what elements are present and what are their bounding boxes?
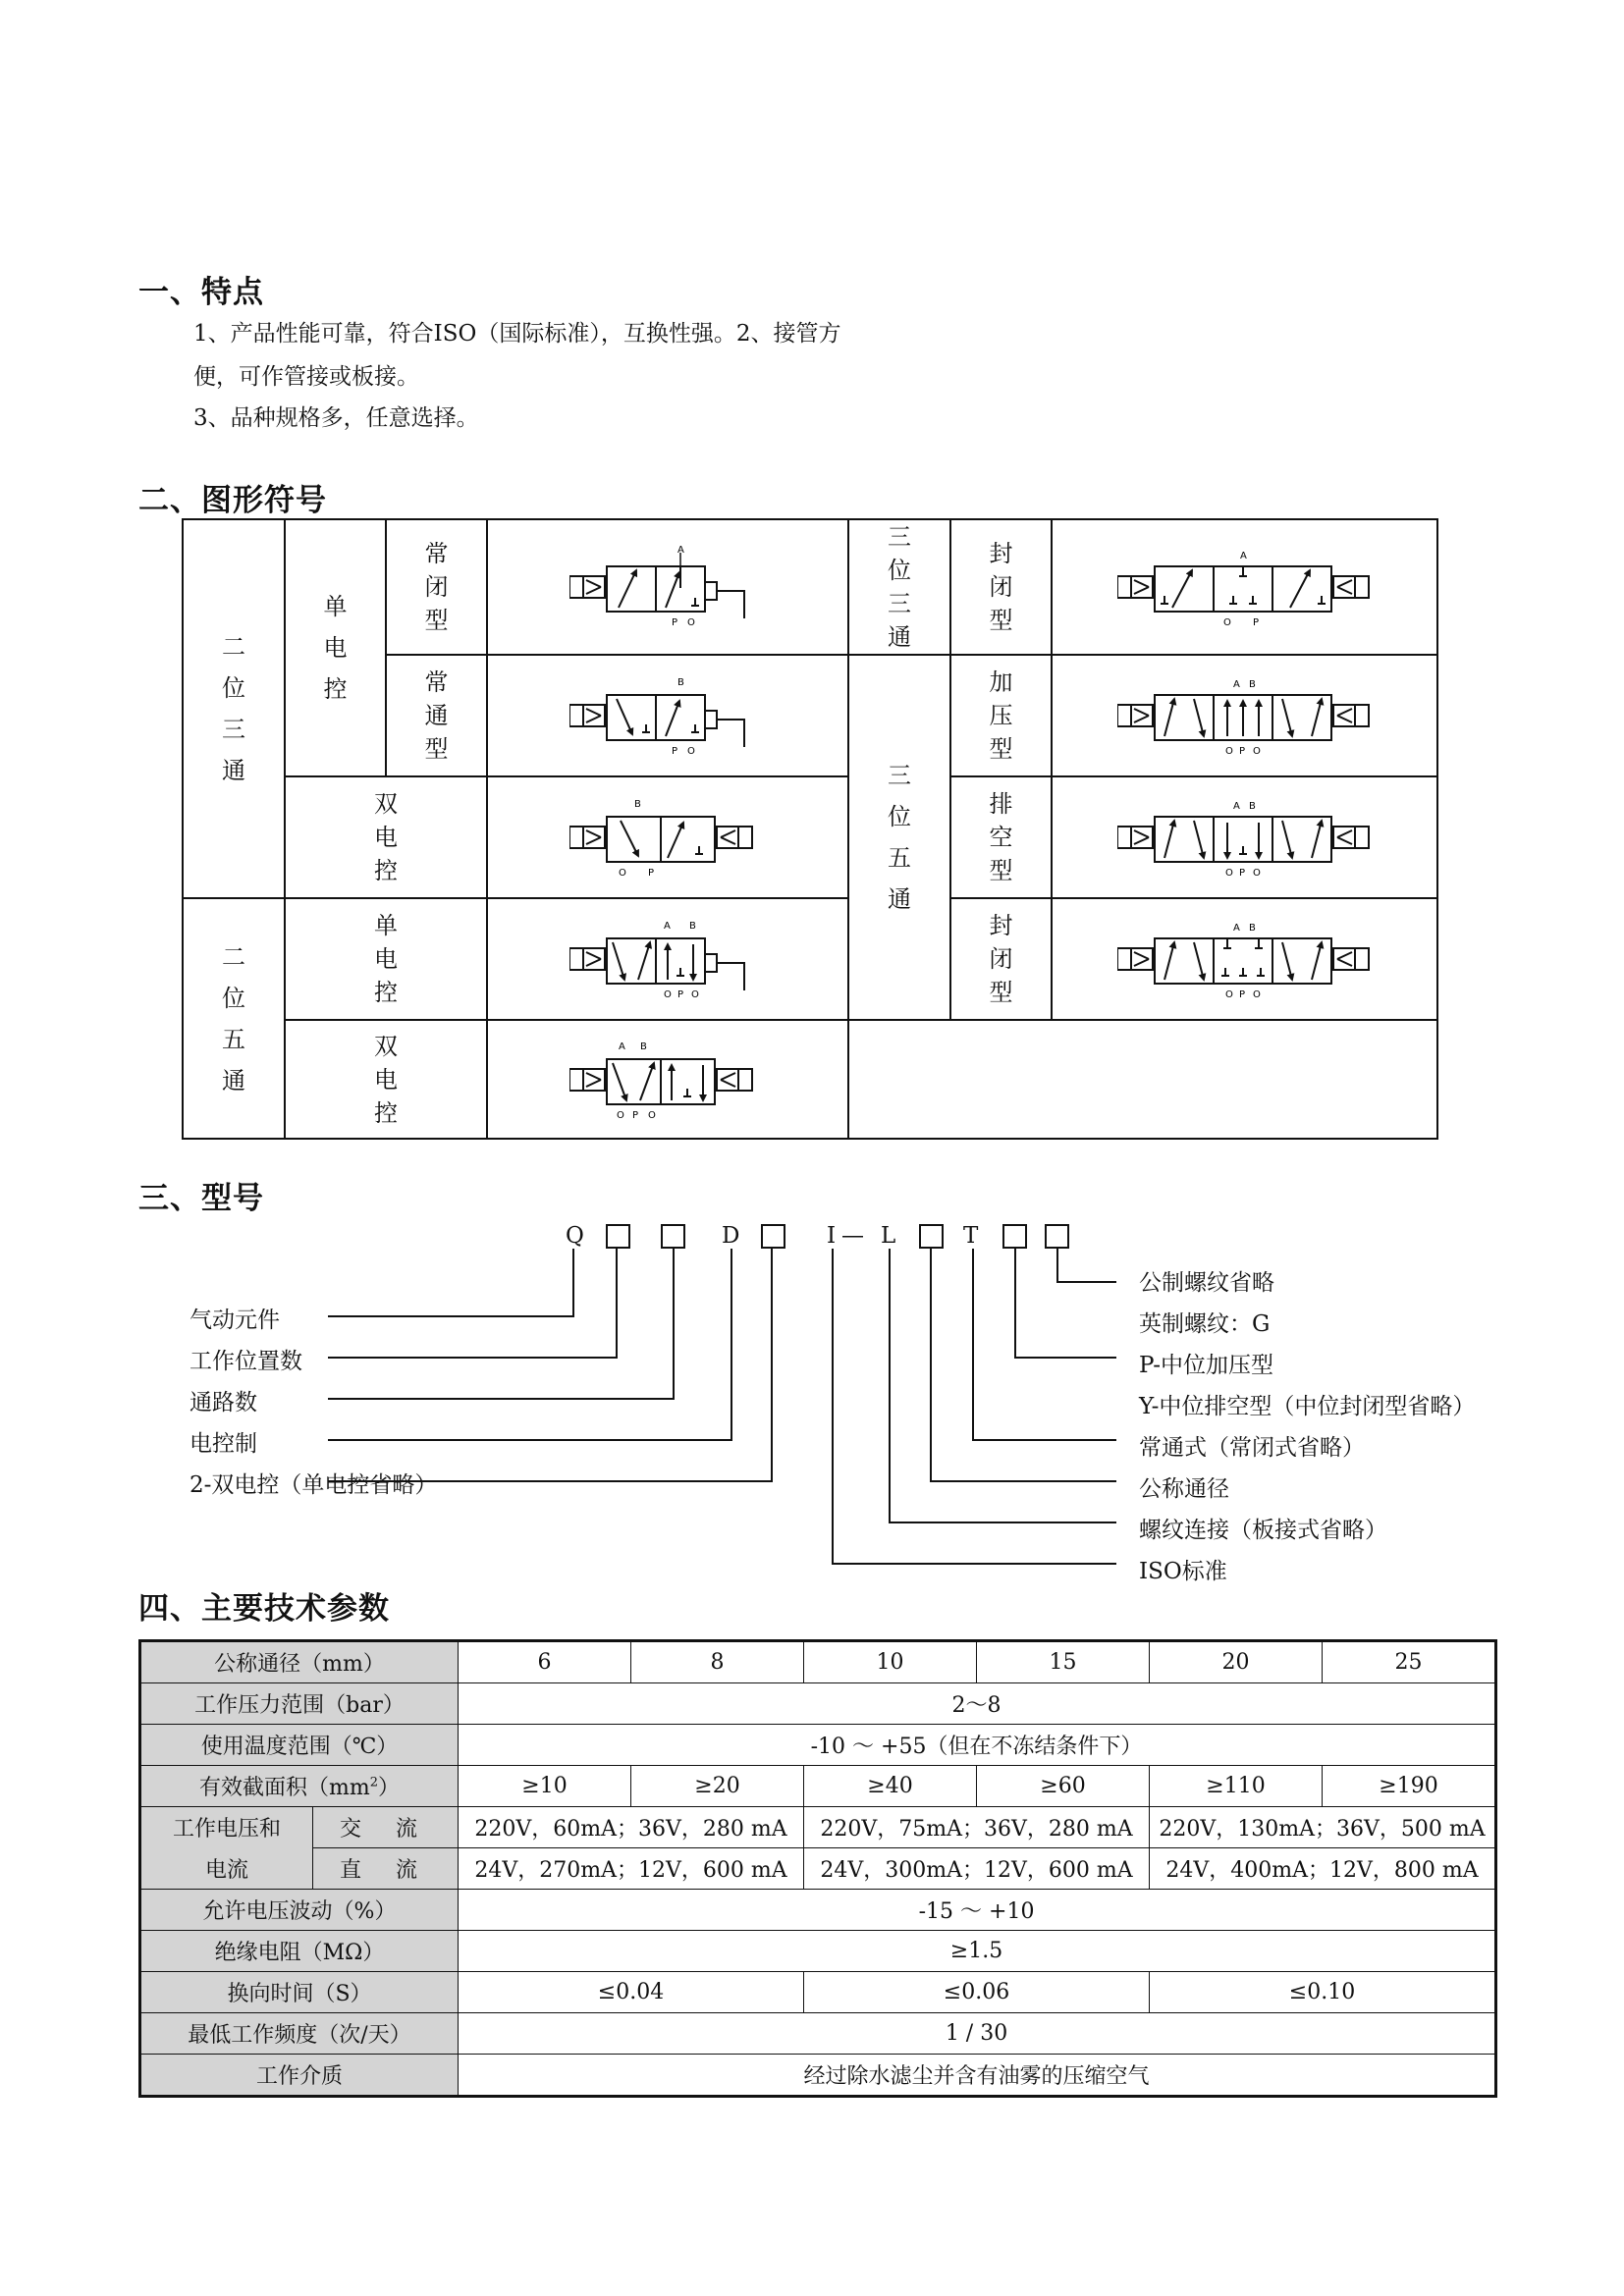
table-cell: ≥60 — [977, 1766, 1150, 1807]
table-cell: -10 ～ +55（但在不冻结条件下） — [459, 1725, 1496, 1766]
row-label-temperature: 使用温度范围（℃） — [140, 1725, 459, 1766]
row-label-frequency: 最低工作频度（次/天） — [140, 2013, 459, 2055]
code-letter-q: Q — [566, 1223, 584, 1249]
table-cell: ≥110 — [1150, 1766, 1323, 1807]
svg-text:O: O — [664, 989, 672, 1000]
row-label-effective-area: 有效截面积$(mm^2)$ — [140, 1766, 459, 1807]
table-cell: ≤0.06 — [804, 1972, 1150, 2013]
group-3-position-5-way: 三位五通 — [848, 655, 950, 1020]
code-letter-t: T — [963, 1223, 979, 1249]
svg-text:P: P — [677, 989, 684, 1000]
table-cell: 220V，130mA；36V，500 mA — [1150, 1807, 1496, 1848]
feature-paragraph-2: 3、品种规格多，任意选择。 — [193, 405, 479, 431]
svg-text:O: O — [1222, 617, 1231, 628]
label-nominal-diameter: 公称通径 — [1139, 1476, 1229, 1502]
row-label-insulation: 绝缘电阻（MΩ） — [140, 1931, 459, 1972]
label-p-center-pressure: P-中位加压型 — [1139, 1353, 1273, 1378]
svg-text:O: O — [619, 868, 626, 879]
table-cell: 15 — [977, 1641, 1150, 1683]
svg-text:O: O — [1252, 746, 1261, 757]
table-cell: 1 / 30 — [459, 2013, 1496, 2055]
row-label-voltage-a: 工作电压和 — [140, 1807, 313, 1848]
label-double-control: 2-双电控（单电控省略） — [189, 1472, 438, 1498]
table-cell: 2～8 — [459, 1683, 1496, 1725]
label-thread-connection: 螺纹连接（板接式省略） — [1139, 1518, 1387, 1543]
row-label-nominal-diameter: 公称通径（mm） — [140, 1641, 459, 1683]
label-y-center-exhaust: Y-中位排空型（中位封闭型省略） — [1139, 1394, 1476, 1419]
table-row — [140, 1890, 1496, 1931]
row-label-dc: 直 流 — [313, 1848, 459, 1890]
group-3-position-3-way: 三位三通 — [848, 519, 950, 655]
group-2-position-5-way: 二位五通 — [183, 898, 285, 1139]
svg-text:B: B — [640, 1041, 647, 1052]
label-iso-standard: ISO标准 — [1139, 1559, 1227, 1584]
label-imperial-thread: 英制螺纹：G — [1139, 1311, 1271, 1337]
svg-text:P: P — [632, 1109, 639, 1121]
feature-paragraph-1a: 1、产品性能可靠，符合ISO（国际标准），互换性强。2、接管方 — [193, 321, 841, 347]
section-1-title: 一、特点 — [138, 275, 264, 310]
group-single-control-2: 单电控 — [285, 898, 487, 1020]
svg-text:P: P — [1238, 868, 1245, 879]
table-cell: 10 — [804, 1641, 977, 1683]
type-normally-closed: 常闭型 — [386, 519, 487, 655]
type-pressurized: 加压型 — [950, 655, 1052, 776]
table-row — [140, 1766, 1496, 1807]
table-cell: 25 — [1323, 1641, 1496, 1683]
table-row — [140, 1972, 1496, 2013]
row-label-ac: 交 流 — [313, 1807, 459, 1848]
label-working-positions: 工作位置数 — [189, 1349, 302, 1374]
code-letter-l: L — [881, 1223, 896, 1249]
table-cell: -15 ～ +10 — [459, 1890, 1496, 1931]
svg-text:O: O — [1224, 868, 1233, 879]
table-cell: 6 — [459, 1641, 631, 1683]
svg-text:A: A — [1239, 551, 1247, 561]
group-2-position-3-way: 二位三通 — [183, 519, 285, 898]
table-cell: 220V，60mA；36V，280 mA — [459, 1807, 804, 1848]
row-label-switching-time: 换向时间（S） — [140, 1972, 459, 2013]
svg-text:P: P — [648, 868, 655, 879]
table-cell: 24V，400mA；12V，800 mA — [1150, 1848, 1496, 1890]
table-cell: 20 — [1150, 1641, 1323, 1683]
svg-text:A: A — [1232, 923, 1240, 934]
table-cell: ≥190 — [1323, 1766, 1496, 1807]
type-exhaust: 排空型 — [950, 776, 1052, 898]
table-cell: 8 — [631, 1641, 804, 1683]
section-4-title: 四、主要技术参数 — [138, 1591, 390, 1627]
svg-text:O: O — [691, 989, 699, 1000]
label-normally-open: 常通式（常闭式省略） — [1139, 1435, 1365, 1461]
table-cell: 24V，300mA；12V，600 mA — [804, 1848, 1150, 1890]
row-label-pressure: 工作压力范围（bar） — [140, 1683, 459, 1725]
label-ways: 通路数 — [189, 1390, 257, 1415]
type-sealed-2: 封闭型 — [950, 898, 1052, 1020]
svg-text:B: B — [1248, 679, 1256, 690]
table-row — [140, 1641, 1496, 1683]
table-row — [140, 1807, 1496, 1848]
table-row — [140, 2055, 1496, 2097]
type-normally-open: 常通型 — [386, 655, 487, 776]
table-cell: ≤0.04 — [459, 1972, 804, 2013]
svg-text:O: O — [687, 617, 695, 628]
svg-text:O: O — [617, 1109, 624, 1121]
table-cell: ≥10 — [459, 1766, 631, 1807]
svg-text:B: B — [689, 921, 696, 932]
technical-parameters-table — [138, 1639, 1497, 2098]
svg-text:P: P — [1252, 617, 1259, 628]
type-sealed: 封闭型 — [950, 519, 1052, 655]
code-letter-d: D — [722, 1223, 740, 1249]
svg-text:P: P — [672, 617, 678, 628]
table-cell: 经过除水滤尘并含有油雾的压缩空气 — [459, 2055, 1496, 2097]
row-label-voltage-fluctuation: 允许电压波动（%） — [140, 1890, 459, 1931]
label-electric-control: 电控制 — [189, 1431, 257, 1457]
svg-text:B: B — [1248, 923, 1256, 934]
label-pneumatic-component: 气动元件 — [189, 1308, 280, 1333]
label-metric-thread: 公制螺纹省略 — [1139, 1270, 1274, 1296]
code-dash: — — [841, 1223, 864, 1249]
svg-text:O: O — [1224, 746, 1233, 757]
group-double-control: 双电控 — [285, 776, 487, 898]
table-cell: ≥1.5 — [459, 1931, 1496, 1972]
svg-text:A: A — [1232, 801, 1240, 812]
svg-text:O: O — [1224, 989, 1233, 1000]
table-row — [140, 1931, 1496, 1972]
table-row — [140, 1725, 1496, 1766]
table-row — [140, 2013, 1496, 2055]
row-label-voltage-b: 电流 — [140, 1848, 313, 1890]
table-cell: ≤0.10 — [1150, 1972, 1496, 2013]
group-single-control: 单电控 — [285, 519, 386, 776]
svg-text:A: A — [664, 921, 671, 932]
svg-text:A: A — [677, 545, 684, 556]
table-row — [140, 1848, 1496, 1890]
table-row — [140, 1683, 1496, 1725]
svg-text:B: B — [677, 677, 684, 688]
group-double-control-2: 双电控 — [285, 1020, 487, 1139]
feature-paragraph-1b: 便，可作管接或板接。 — [193, 364, 419, 390]
code-letter-i: I — [827, 1223, 837, 1249]
table-cell: 220V，75mA；36V，280 mA — [804, 1807, 1150, 1848]
table-cell: 24V，270mA；12V，600 mA — [459, 1848, 804, 1890]
svg-text:P: P — [1238, 989, 1245, 1000]
svg-text:B: B — [1248, 801, 1256, 812]
table-cell: ≥40 — [804, 1766, 977, 1807]
section-2-title: 二、图形符号 — [138, 483, 327, 518]
svg-text:O: O — [1252, 868, 1261, 879]
svg-text:B: B — [634, 799, 641, 810]
svg-text:O: O — [687, 746, 695, 757]
svg-text:P: P — [1238, 746, 1245, 757]
svg-text:A: A — [619, 1041, 625, 1052]
table-cell: ≥20 — [631, 1766, 804, 1807]
row-label-medium: 工作介质 — [140, 2055, 459, 2097]
section-3-title: 三、型号 — [138, 1181, 264, 1216]
svg-text:A: A — [1232, 679, 1240, 690]
svg-text:O: O — [648, 1109, 656, 1121]
svg-text:O: O — [1252, 989, 1261, 1000]
svg-text:P: P — [672, 746, 678, 757]
